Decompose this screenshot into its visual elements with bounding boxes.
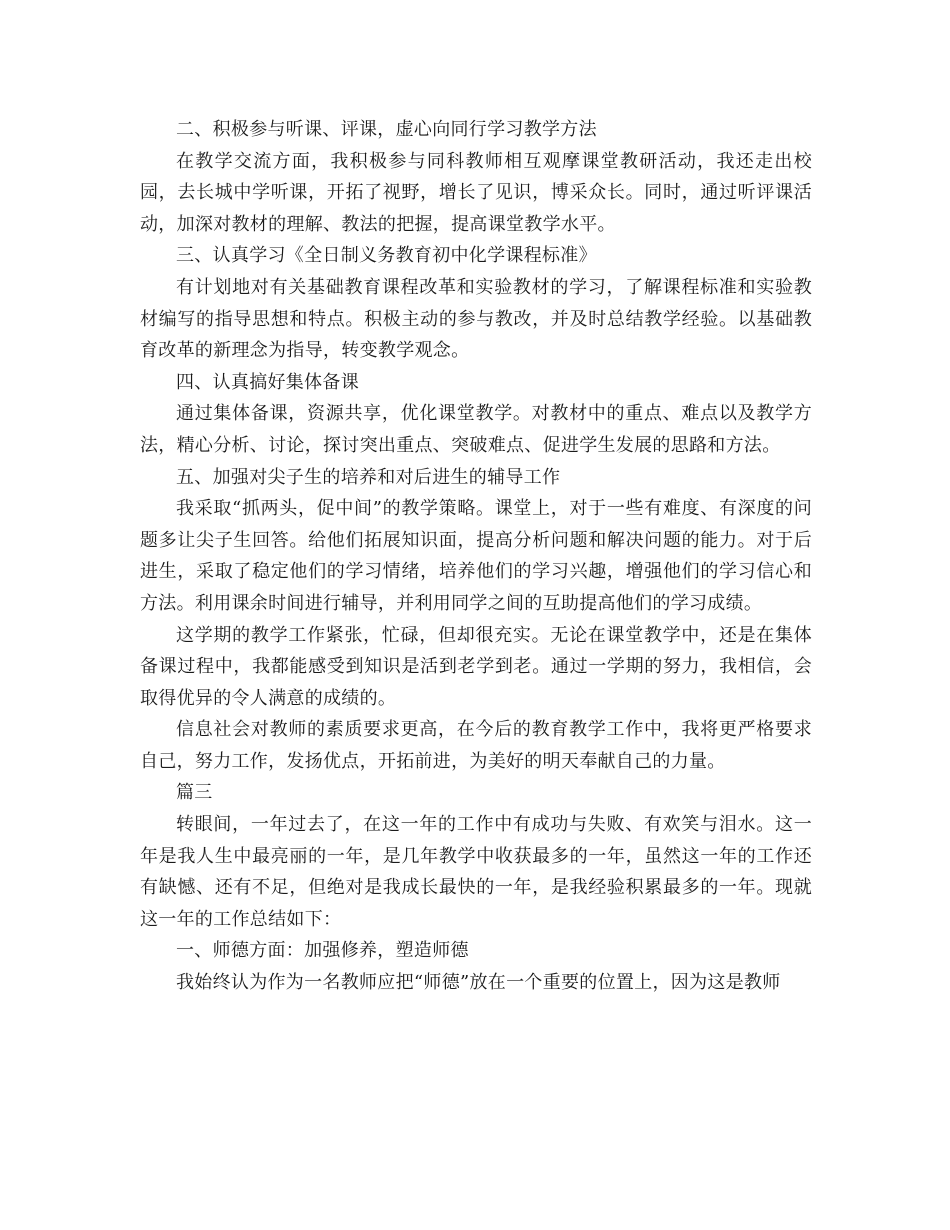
section-heading-curriculum-standard: 三、认真学习《全日制义务教育初中化学课程标准》 [176, 245, 597, 267]
paragraph-curriculum-study: 有计划地对有关基础教育课程改革和实验教材的学习，了解课程标准和实验教材编写的指导思想和特点。积极主动的参与教改，并及时总结教学经验。以基础教育改革的新理念为指导，转变教学观念。 [140, 276, 812, 362]
paragraph-teacher-ethics: 我始终认为作为一名教师应把“师德”放在一个重要的位置上，因为这是教师 [176, 972, 781, 994]
paragraph-collective-lesson-prep: 通过集体备课，资源共享，优化课堂教学。对教材中的重点、难点以及教学方法，精心分析、讨论，探讨突出重点、突破难点、促进学生发展的思路和方法。 [140, 403, 812, 456]
paragraph-year-review: 转眼间，一年过去了，在这一年的工作中有成功与失败、有欢笑与泪水。这一年是我人生中最亮丽的一年，是几年教学中收获最多的一年，虽然这一年的工作还有缺憾、还有不足，但绝对是我成长最快的一年，是我经验积累最多的一年。现就这一年的工作总结如下： [140, 814, 812, 930]
document-body [140, 114, 812, 999]
section-heading-listening: 二、积极参与听课、评课，虚心向同行学习教学方法 [176, 119, 597, 140]
paragraph-teaching-exchange: 在教学交流方面，我积极参与同科教师相互观摩课堂教研活动，我还走出校园，去长城中学听课，开拓了视野，增长了见识，博采众长。同时，通过听评课活动，加深对教材的理解、教法的把握，提高课堂教学水平。 [140, 150, 812, 235]
paragraph-student-tutoring: 我采取“抓两头，促中间”的教学策略。课堂上，对于一些有难度、有深度的问题多让尖子生回答。给他们拓展知识面，提高分析问题和解决问题的能力。对于后进生，采取了稳定他们的学习情绪，培养他们的学习兴趣，增强他们的学习信心和方法。利用课余时间进行辅导，并利用同学之间的互助提高他们的学习成绩。 [140, 498, 812, 614]
paragraph-semester-summary: 这学期的教学工作紧张，忙碌，但却很充实。无论在课堂教学中，还是在集体备课过程中，我都能感受到知识是活到老学到老。通过一学期的努力，我相信，会取得优异的令人满意的成绩的。 [140, 624, 812, 709]
part-heading-three: 篇三 [176, 782, 213, 804]
section-heading-collective-lesson-prep: 四、认真搞好集体备课 [176, 371, 359, 393]
section-heading-student-tutoring: 五、加强对尖子生的培养和对后进生的辅导工作 [176, 466, 561, 488]
section-heading-teacher-ethics: 一、师德方面：加强修养，塑造师德 [176, 940, 469, 962]
paragraph-future-outlook: 信息社会对教师的素质要求更高，在今后的教育教学工作中，我将更严格要求自己，努力工作，发扬优点，开拓前进，为美好的明天奉献自己的力量。 [140, 719, 812, 772]
